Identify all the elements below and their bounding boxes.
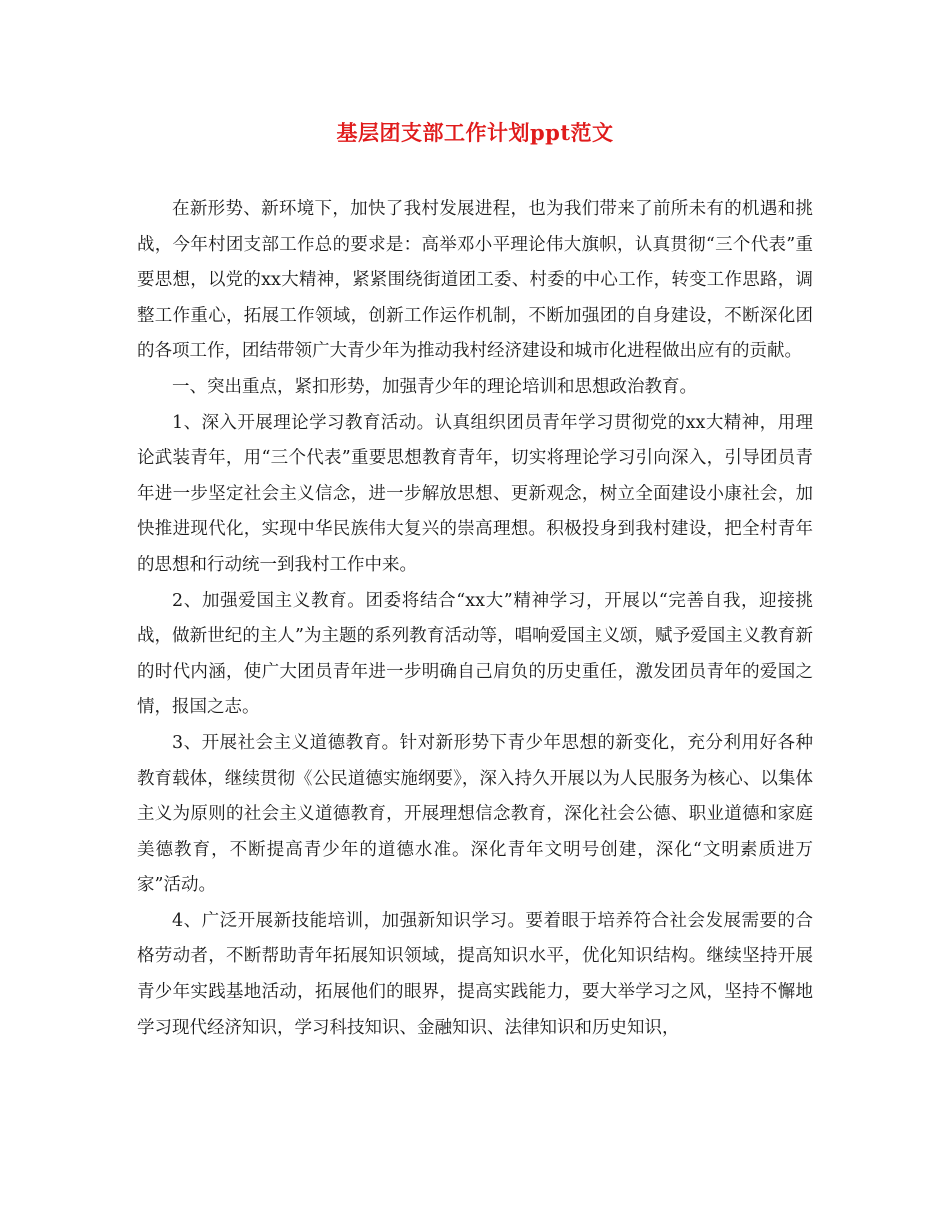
paragraph-section-heading: 一、突出重点，紧扣形势，加强青少年的理论培训和思想政治教育。 [172, 376, 697, 397]
document-title: 基层团支部工作计划ppt范文 [336, 120, 614, 145]
paragraph-item-4: 4、广泛开展新技能培训，加强新知识学习。要着眼于培养符合社会发展需要的合格劳动者，不断帮助青年拓展知识领域，提高知识水平，优化知识结构。继续坚持开展青少年实践基地活动，拓展他们的眼界，提高实践能力，要大举学习之风，坚持不懈地学习现代经济知识，学习科技知识、金融知识、法律知识和历史知识， [137, 910, 813, 1038]
document-body [137, 192, 813, 1046]
paragraph-item-2: 2、加强爱国主义教育。团委将结合“xx大”精神学习，开展以“完善自我，迎接挑战，做新世纪的主人”为主题的系列教育活动等，唱响爱国主义颂，赋予爱国主义教育新的时代内涵，使广大团员青年进一步明确自己肩负的历史重任，激发团员青年的爱国之情，报国之志。 [137, 590, 813, 718]
paragraph-intro: 在新形势、新环境下，加快了我村发展进程，也为我们带来了前所未有的机遇和挑战，今年村团支部工作总的要求是：高举邓小平理论伟大旗帜，认真贯彻“三个代表”重要思想，以党的xx大精神，紧紧围绕街道团工委、村委的中心工作，转变工作思路，调整工作重心，拓展工作领域，创新工作运作机制，不断加强团的自身建设，不断深化团的各项工作，团结带领广大青少年为推动我村经济建设和城市化进程做出应有的贡献。 [137, 199, 813, 362]
paragraph-item-3: 3、开展社会主义道德教育。针对新形势下青少年思想的新变化，充分利用好各种教育载体，继续贯彻《公民道德实施纲要》，深入持久开展以为人民服务为核心、以集体主义为原则的社会主义道德教育，开展理想信念教育，深化社会公德、职业道德和家庭美德教育，不断提高青少年的道德水准。深化青年文明号创建，深化“文明素质进万家”活动。 [137, 732, 813, 896]
paragraph-item-1: 1、深入开展理论学习教育活动。认真组织团员青年学习贯彻党的xx大精神，用理论武装青年，用“三个代表”重要思想教育青年，切实将理论学习引向深入，引导团员青年进一步坚定社会主义信念，进一步解放思想、更新观念，树立全面建设小康社会，加快推进现代化，实现中华民族伟大复兴的崇高理想。积极投身到我村建设，把全村青年的思想和行动统一到我村工作中来。 [137, 412, 813, 575]
